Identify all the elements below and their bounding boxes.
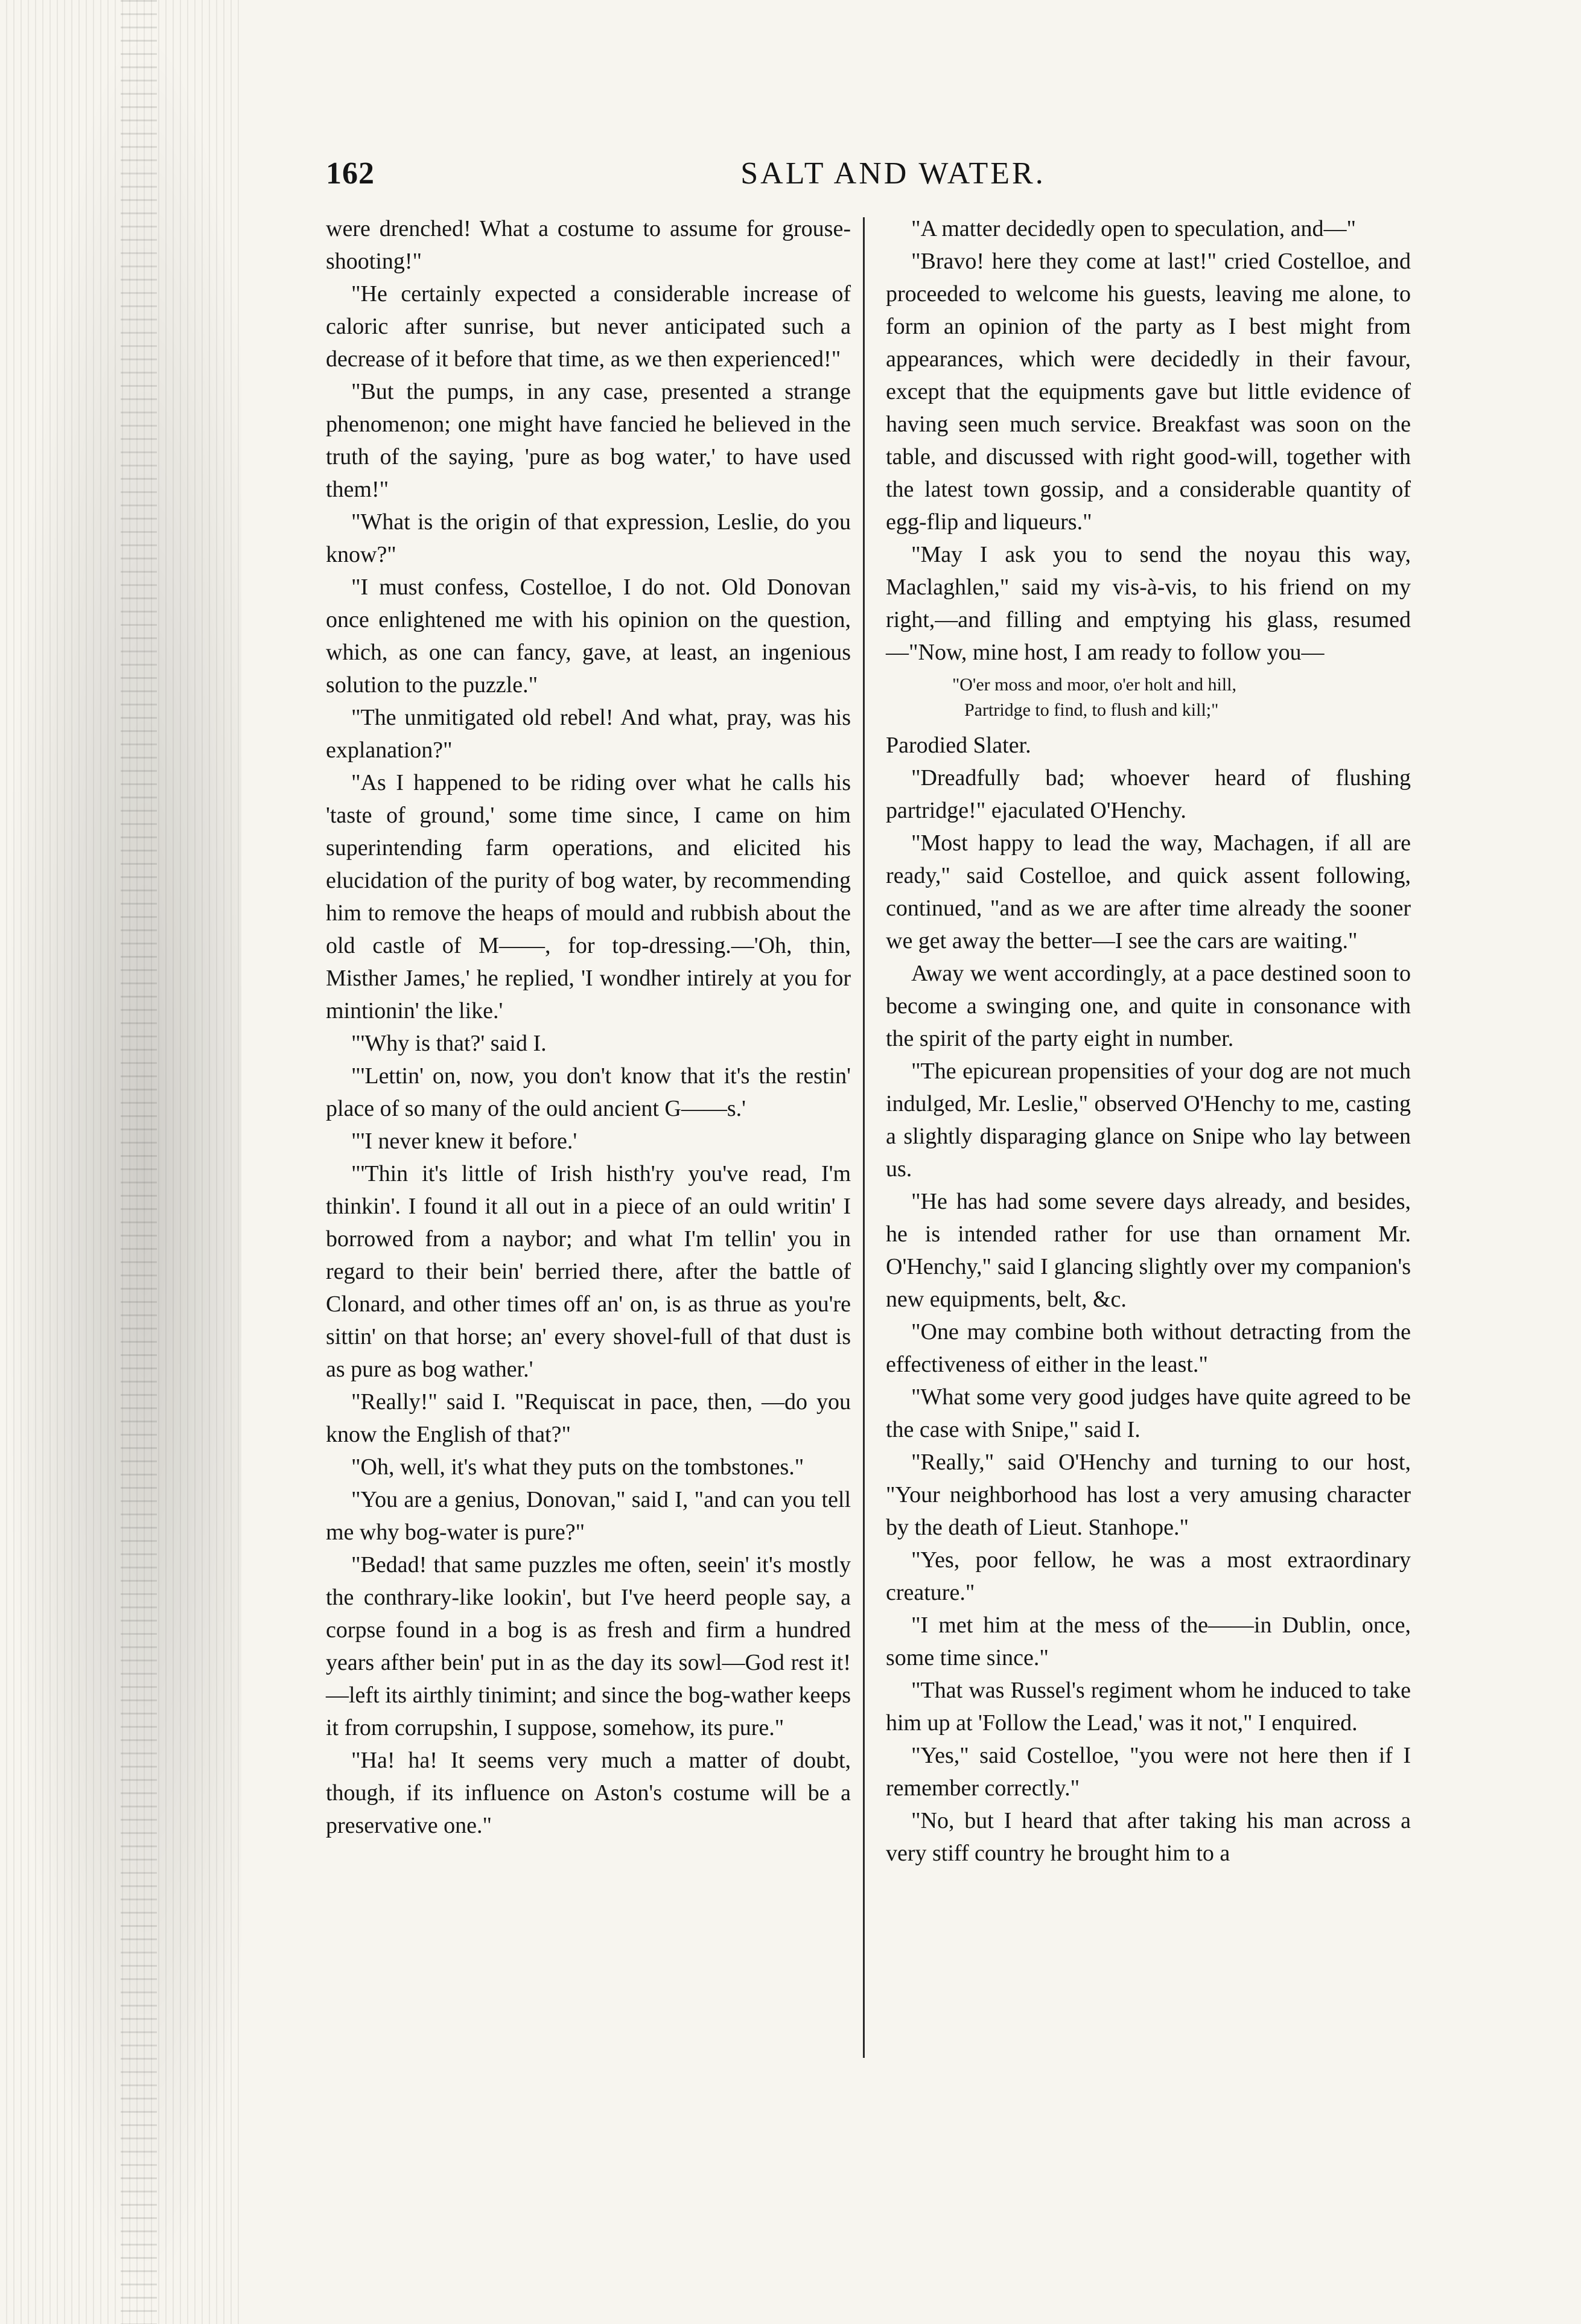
paragraph: "No, but I heard that after taking his man across a very stiff country he brought him to a xyxy=(886,1808,1411,1866)
left-column xyxy=(326,212,851,1842)
verse-line: "O'er moss and moor, o'er holt and hill, xyxy=(952,675,1236,695)
paragraph: "The epicurean propensities of your dog are not much indulged, Mr. Leslie," observed O'Henchy to me, casting a slightly disparaging glance on Snipe who lay between us. xyxy=(886,1059,1411,1182)
paragraph: "Yes," said Costelloe, "you were not here then if I remember correctly." xyxy=(886,1743,1411,1801)
paragraph: "You are a genius, Donovan," said I, "and can you tell me why bog-water is pure?" xyxy=(326,1487,851,1545)
paragraph: "What some very good judges have quite agreed to be the case with Snipe," said I. xyxy=(886,1384,1411,1442)
paragraph: "Really!" said I. "Requiscat in pace, then, —do you know the English of that?" xyxy=(326,1389,851,1447)
paragraph: "Most happy to lead the way, Machagen, if all are ready," said Costelloe, and quick assent following, continued, "and as we are after time already the sooner we get away the better—I see the cars are waiting." xyxy=(886,830,1411,953)
paragraph: "Oh, well, it's what they puts on the tombstones." xyxy=(351,1454,804,1480)
paragraph: "Bedad! that same puzzles me often, seein' it's mostly the conthrary-like lookin', but I've heerd people say, a corpse found in a bog is as fresh and firm a hundred years afther bein' put in as the day its sowl—God rest it!—left its airthly tinimint; and since the bog-wather keeps it from corrupshin, I suppose, somehow, its pure." xyxy=(326,1552,851,1740)
paragraph: Away we went accordingly, at a pace destined soon to become a swinging one, and quite in consonance with the spirit of the party eight in number. xyxy=(886,961,1411,1051)
paragraph: were drenched! What a costume to assume for grouse-shooting!" xyxy=(326,216,851,274)
verse-line: Partridge to find, to flush and kill;" xyxy=(964,700,1219,720)
paragraph: "What is the origin of that expression, Leslie, do you know?" xyxy=(326,509,851,567)
paragraph: "I must confess, Costelloe, I do not. Old Donovan once enlightened me with his opinion on the question, which, as one can fancy, gave, at least, an ingenious solution to the puzzle." xyxy=(326,575,851,698)
paragraph: "'Lettin' on, now, you don't know that it's the restin' place of so many of the ould ancient G——s.' xyxy=(326,1063,851,1121)
paragraph: "Really," said O'Henchy and turning to our host, "Your neighborhood has lost a very amusing character by the death of Lieut. Stanhope." xyxy=(886,1450,1411,1540)
running-head: SALT AND WATER. xyxy=(740,156,1046,191)
paragraph: "The unmitigated old rebel! And what, pray, was his explanation?" xyxy=(326,705,851,763)
paragraph: "One may combine both without detracting from the effectiveness of either in the least." xyxy=(886,1319,1411,1377)
paragraph: Parodied Slater. xyxy=(886,733,1031,758)
paragraph: "'I never knew it before.' xyxy=(351,1129,577,1154)
paragraph: "Dreadfully bad; whoever heard of flushing partridge!" ejaculated O'Henchy. xyxy=(886,765,1411,823)
right-column xyxy=(886,212,1411,1870)
paragraph: "That was Russel's regiment whom he induced to take him up at 'Follow the Lead,' was it not," I enquired. xyxy=(886,1678,1411,1736)
verse-quote xyxy=(886,672,1411,723)
paragraph: "Bravo! here they come at last!" cried Costelloe, and proceeded to welcome his guests, leaving me alone, to form an opinion of the party as I best might from appearances, which were decidedly in their favour, except that the equipments gave but little evidence of having seen much service. Breakfast was soon on the table, and discussed with right good-will, together with the latest town gossip, and a considerable quantity of egg-flip and liqueurs." xyxy=(886,249,1411,535)
paragraph: "Ha! ha! It seems very much a matter of doubt, though, if its influence on Aston's costume will be a preservative one." xyxy=(326,1748,851,1838)
paragraph: "I met him at the mess of the——in Dublin, once, some time since." xyxy=(886,1612,1411,1670)
paragraph: "He has had some severe days already, and besides, he is intended rather for use than ornament Mr. O'Henchy," said I glancing slightly over my companion's new equipments, belt, &c. xyxy=(886,1189,1411,1312)
paragraph: "He certainly expected a considerable increase of caloric after sunrise, but never anticipated such a decrease of it before that time, as we then experienced!" xyxy=(326,281,851,372)
page-header xyxy=(326,156,1460,204)
paragraph: "As I happened to be riding over what he calls his 'taste of ground,' some time since, I came on him superintending farm operations, and elicited his elucidation of the purity of bog water, by recommending him to remove the heaps of mould and rubbish about the old castle of M——, for top-dressing.—'Oh, thin, Misther James,' he replied, 'I wondher intirely at you for mintionin' the like.' xyxy=(326,770,851,1024)
paragraph: "'Thin it's little of Irish histh'ry you've read, I'm thinkin'. I found it all out in a piece of an ould writin' I borrowed from a naybor; and what I'm tellin' you in regard to their bein' berried there, after the battle of Clonard, and other times off an' on, is as thrue as you're sittin' on that horse; an' every shovel-full of that dust is as pure as bog wather.' xyxy=(326,1161,851,1382)
column-rule xyxy=(863,217,865,2058)
paragraph: "A matter decidedly open to speculation, and—" xyxy=(911,216,1356,241)
paragraph: "May I ask you to send the noyau this way, Maclaghlen," said my vis-à-vis, to his friend on my right,—and filling and emptying his glass, resumed—"Now, mine host, I am ready to follow you— xyxy=(886,542,1411,665)
paragraph: "Yes, poor fellow, he was a most extraordinary creature." xyxy=(886,1547,1411,1605)
paragraph: "'Why is that?' said I. xyxy=(351,1031,547,1056)
paragraph: "But the pumps, in any case, presented a strange phenomenon; one might have fancied he believed in the truth of the saying, 'pure as bog water,' to have used them!" xyxy=(326,379,851,502)
page-number: 162 xyxy=(326,156,375,191)
page-binding-shadow xyxy=(0,0,241,2324)
